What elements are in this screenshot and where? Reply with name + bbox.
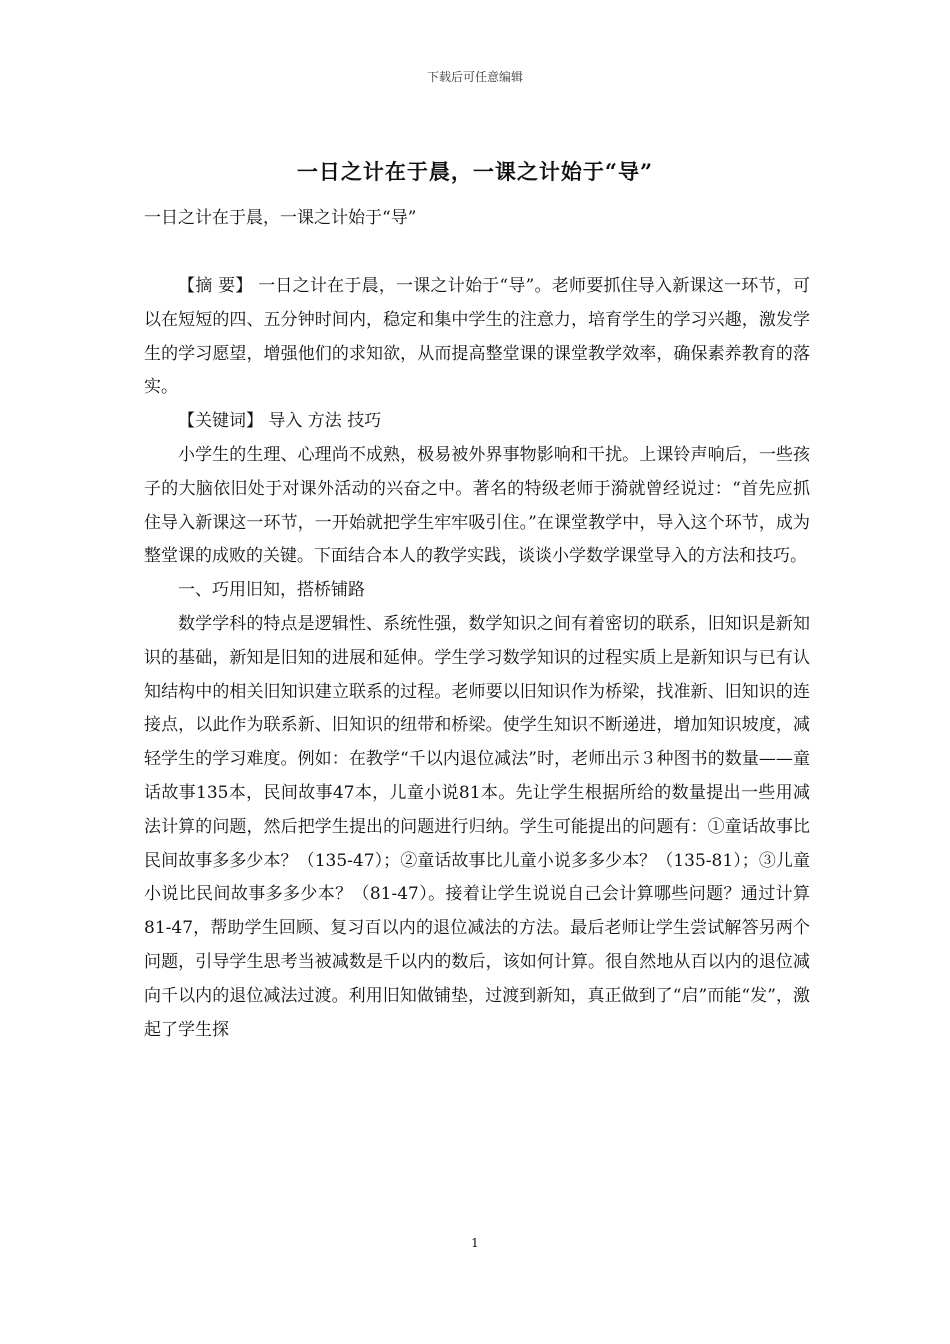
section-heading: 一、巧用旧知，搭桥铺路 xyxy=(178,580,365,601)
header-note: 下载后可任意编辑 xyxy=(426,70,523,84)
document-body xyxy=(144,270,810,1047)
keywords-paragraph: 【关键词】 导入 方法 技巧 xyxy=(178,411,382,432)
document-subtitle: 一日之计在于晨，一课之计始于“导” xyxy=(144,208,417,228)
page-number: 1 xyxy=(471,1236,479,1250)
abstract-paragraph: 【摘 要】 一日之计在于晨，一课之计始于“导”。老师要抓住导入新课这一环节，可以在短短的四、五分钟时间内，稳定和集中学生的注意力，培育学生的学习兴趣，激发学生的学习愿望，增强他们的求知欲，从而提高整堂课的课堂教学效率，确保素养教育的落实。 xyxy=(144,276,810,398)
section-paragraph: 数学学科的特点是逻辑性、系统性强，数学知识之间有着密切的联系，旧知识是新知识的基础，新知是旧知的进展和延伸。学生学习数学知识的过程实质上是新知识与已有认知结构中的相关旧知识建立联系的过程。老师要以旧知识作为桥梁，找准新、旧知识的连接点，以此作为联系新、旧知识的纽带和桥梁。使学生知识不断递进，增加知识坡度，减轻学生的学习难度。例如：在教学“千以内退位减法”时，老师出示３种图书的数量——童话故事135本，民间故事47本，儿童小说81本。先让学生根据所给的数量提出一些用减法计算的问题，然后把学生提出的问题进行归纳。学生可能提出的问题有：①童话故事比民间故事多多少本？（135-47）；②童话故事比儿童小说多多少本？（135-81）；③儿童小说比民间故事多多少本？（81-47）。接着让学生说说自己会计算哪些问题？通过计算81-47，帮助学生回顾、复习百以内的退位减法的方法。最后老师让学生尝试解答另两个问题，引导学生思考当被减数是千以内的数后，该如何计算。很自然地从百以内的退位减向千以内的退位减法过渡。利用旧知做铺垫，过渡到新知，真正做到了“启”而能“发”，激起了学生探 xyxy=(144,613,810,1040)
intro-paragraph: 小学生的生理、心理尚不成熟，极易被外界事物影响和干扰。上课铃声响后，一些孩子的大脑依旧处于对课外活动的兴奋之中。著名的特级老师于漪就曾经说过：“首先应抓住导入新课这一环节，一开始就把学生牢牢吸引住。”在课堂教学中，导入这个环节，成为整堂课的成败的关键。下面结合本人的教学实践，谈谈小学数学课堂导入的方法和技巧。 xyxy=(144,444,810,567)
document-title: 一日之计在于晨，一课之计始于“导” xyxy=(296,159,654,184)
